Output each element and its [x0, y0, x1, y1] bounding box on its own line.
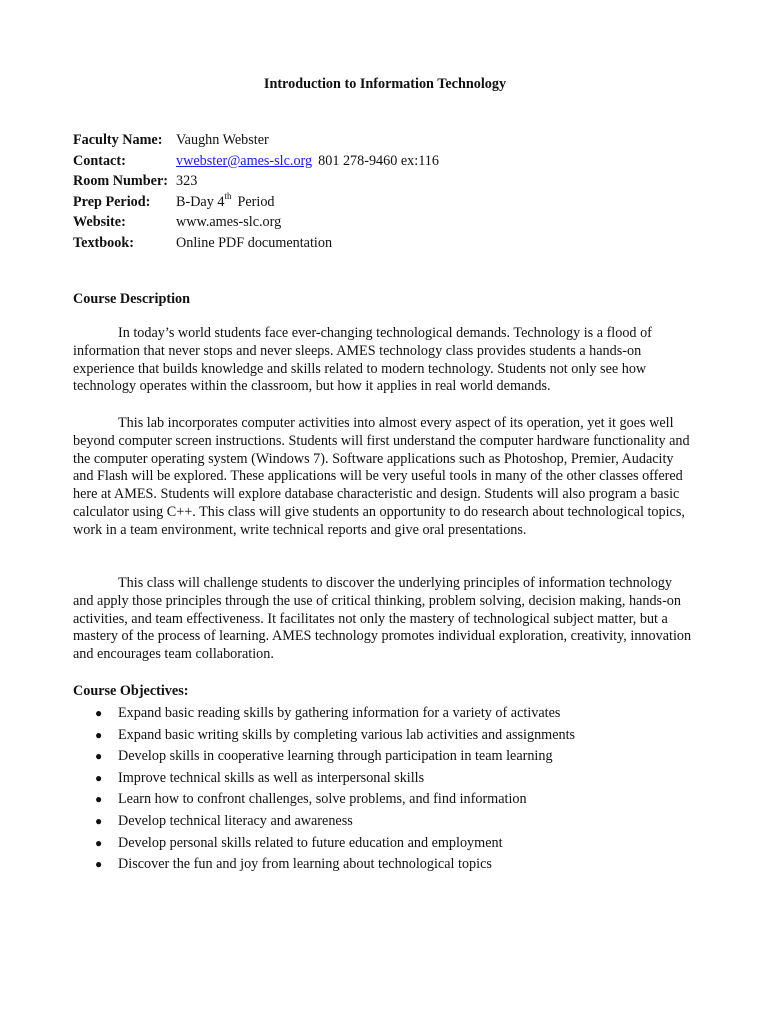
contact-phone: 801 278-9460 ex:116	[318, 152, 439, 169]
list-item	[73, 789, 713, 811]
bullet-icon: ●	[95, 792, 103, 807]
contact-value	[176, 151, 439, 172]
bullet-icon: ●	[95, 770, 103, 785]
list-item	[73, 833, 713, 855]
bullet-icon: ●	[95, 835, 103, 850]
room-value: 323	[176, 173, 198, 190]
faculty-value: Vaughn Webster	[176, 132, 269, 148]
description-paragraph-2: This lab incorporates computer activities into almost every aspect of its operation, yet it goes well beyond computer screen instructions. Students will first understand the computer hardware functionality and the computer operating system (Windows 7). Software applications such as Photoshop, Premier, Audacity and Flash will be explored. These applications will be very useful tools in many of the other classes offered here at AMES. Students will explore database characteristic and design. Students will also program a basic calculator using C++. This class will give students an opportunity to do research about technological topics, work in a team environment, write technical reports and give oral presentations.	[73, 415, 690, 538]
course-info-block	[73, 130, 713, 254]
bullet-icon: ●	[95, 749, 103, 764]
course-description-heading: Course Description	[73, 291, 191, 307]
list-item	[73, 746, 713, 768]
course-objectives-heading: Course Objectives:	[73, 683, 189, 699]
room-label: Room Number:	[73, 173, 168, 190]
textbook-label: Textbook:	[73, 234, 134, 251]
bullet-icon: ●	[95, 706, 103, 720]
website-label: Website:	[73, 214, 126, 231]
bullet-icon: ●	[95, 727, 103, 742]
room-row	[73, 171, 713, 192]
objective-text: Expand basic writing skills by completing various lab activities and assignments	[118, 726, 576, 743]
bullet-icon: ●	[95, 813, 103, 828]
description-paragraph-1: In today’s world students face ever-changing technological demands. Technology is a flood of information that never stops and never sleeps. AMES technology class provides students a hands-on experience that builds knowledge and skills related to modern technology. Students not only see how technology operates within the classroom, but how it applies in real world demands.	[73, 325, 652, 395]
prep-value-superscript: th	[224, 191, 232, 202]
objective-text: Develop personal skills related to future education and employment	[118, 834, 503, 851]
objective-text: Improve technical skills as well as interpersonal skills	[118, 769, 425, 786]
list-item	[73, 725, 713, 747]
contact-row	[73, 151, 713, 172]
list-item	[73, 854, 713, 876]
prep-value	[176, 192, 275, 213]
prep-label: Prep Period:	[73, 193, 151, 210]
document-title: Introduction to Information Technology	[263, 76, 507, 92]
list-item	[73, 703, 713, 725]
objective-text: Develop technical literacy and awareness	[118, 812, 353, 829]
faculty-row	[73, 130, 713, 151]
faculty-label: Faculty Name:	[73, 132, 163, 148]
website-value: www.ames-slc.org	[176, 214, 282, 231]
objective-text: Discover the fun and joy from learning about technological topics	[118, 856, 492, 873]
contact-label: Contact:	[73, 152, 126, 169]
objective-text: Learn how to confront challenges, solve problems, and find information	[118, 791, 527, 808]
contact-email-link[interactable]: vwebster@ames-slc.org	[176, 152, 313, 169]
textbook-value: Online PDF documentation	[176, 234, 333, 251]
objective-text: Develop skills in cooperative learning through participation in team learning	[118, 748, 553, 765]
prep-value-prefix: B-Day 4	[176, 193, 225, 210]
objectives-list	[73, 703, 713, 876]
bullet-icon: ●	[95, 857, 103, 872]
objective-text: Expand basic reading skills by gathering information for a variety of activates	[118, 705, 561, 721]
description-paragraph-3: This class will challenge students to discover the underlying principles of information technology and apply those principles through the use of critical thinking, problem solving, decision making, hands-on activities, and team effectiveness. It facilitates not only the mastery of technological subject matter, but a mastery of the process of learning. AMES technology promotes individual exploration, creativity, innovation and encourages team collaboration.	[73, 575, 692, 663]
list-item	[73, 768, 713, 790]
textbook-row	[73, 233, 713, 254]
website-row	[73, 212, 713, 233]
list-item	[73, 811, 713, 833]
prep-value-suffix: Period	[237, 193, 275, 210]
prep-row	[73, 192, 713, 213]
